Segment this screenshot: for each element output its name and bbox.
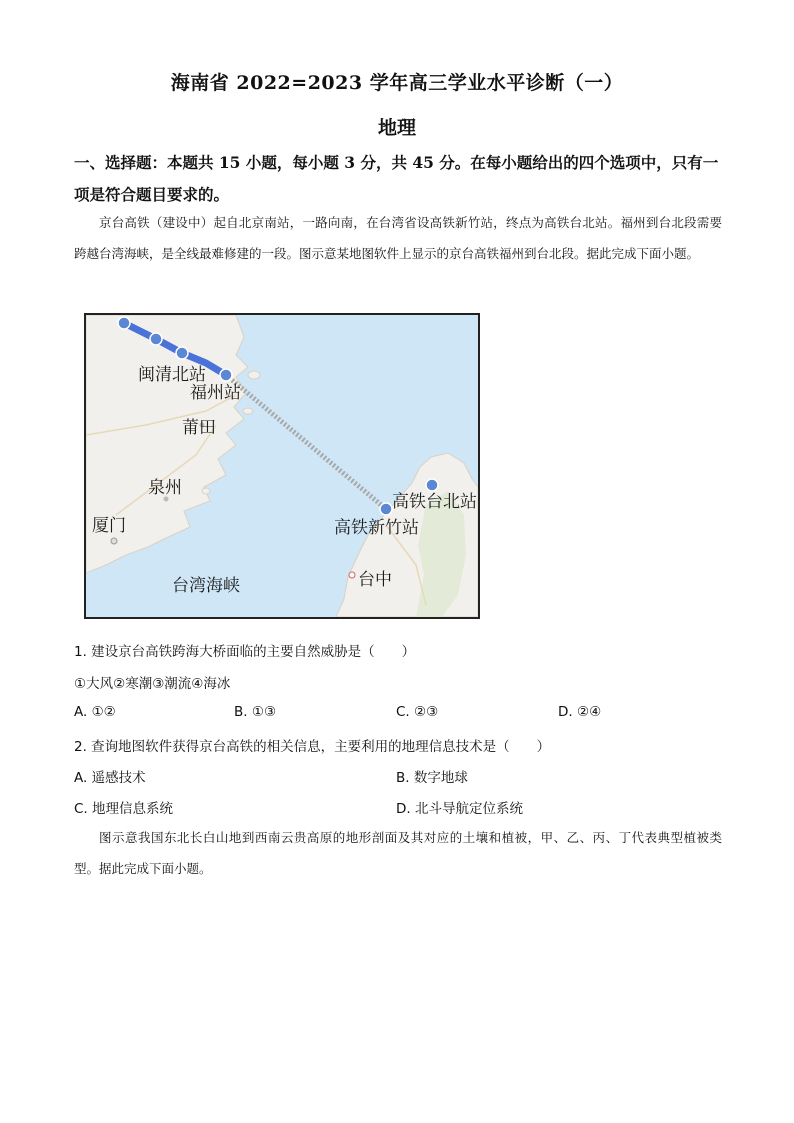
rail-map xyxy=(84,313,480,619)
section-heading-line1: 一、选择题：本题共 15 小题，每小题 3 分，共 45 分。在每小题给出的四个选项中，只有一 xyxy=(74,153,719,172)
map-city-dot xyxy=(349,572,355,578)
q2-option-b[interactable]: B. 数字地球 xyxy=(396,770,468,786)
map-city-dot xyxy=(111,538,117,544)
passage-2: 图示意我国东北长白山地到西南云贵高原的地形剖面及其对应的土壤和植被，甲、乙、丙、丁代表典型植被类型。据此完成下面小题。 xyxy=(74,830,722,876)
passage-1: 京台高铁（建设中）起自北京南站，一路向南，在台湾省设高铁新竹站，终点为高铁台北站。福州到台北段需要跨越台湾海峡，是全线最难修建的一段。图示意某地图软件上显示的京台高铁福州到台北段。据此完成下面小题。 xyxy=(74,215,722,261)
map-label-fuzhou: 福州站 xyxy=(190,383,241,403)
map-island xyxy=(243,408,253,414)
section-heading-line2: 项是符合题目要求的。 xyxy=(74,185,230,204)
q2-option-a[interactable]: A. 遥感技术 xyxy=(74,770,146,786)
map-island xyxy=(202,488,210,494)
map-label-quanzhou: 泉州 xyxy=(148,478,182,498)
exam-title: 海南省 2022=2023 学年高三学业水平诊断（一） xyxy=(170,72,624,94)
map-label-hsinchu: 高铁新竹站 xyxy=(334,518,419,538)
subject-title: 地理 xyxy=(377,117,416,139)
map-label-strait: 台湾海峡 xyxy=(172,576,240,596)
q1-option-b[interactable]: B. ①③ xyxy=(234,704,277,720)
map-label-taichung: 台中 xyxy=(358,570,392,590)
map-label-taipei: 高铁台北站 xyxy=(392,492,477,512)
map-island xyxy=(248,371,260,379)
map-label-xiamen: 厦门 xyxy=(92,516,126,536)
q2-option-d[interactable]: D. 北斗导航定位系统 xyxy=(396,801,523,817)
q2-option-c[interactable]: C. 地理信息系统 xyxy=(74,801,174,817)
map-label-minqing: 闽清北站 xyxy=(138,365,206,385)
map-label-putian: 莆田 xyxy=(182,418,216,438)
q1-option-d[interactable]: D. ②④ xyxy=(558,704,602,720)
q1-option-c[interactable]: C. ②③ xyxy=(396,704,439,720)
question-2-stem: 2. 查询地图软件获得京台高铁的相关信息，主要利用的地理信息技术是（ ） xyxy=(74,739,551,755)
q1-option-a[interactable]: A. ①② xyxy=(74,704,116,720)
question-1-items: ①大风②寒潮③潮流④海冰 xyxy=(74,676,231,692)
section-heading xyxy=(74,147,722,211)
question-1-stem: 1. 建设京台高铁跨海大桥面临的主要自然威胁是（ ） xyxy=(74,644,416,660)
